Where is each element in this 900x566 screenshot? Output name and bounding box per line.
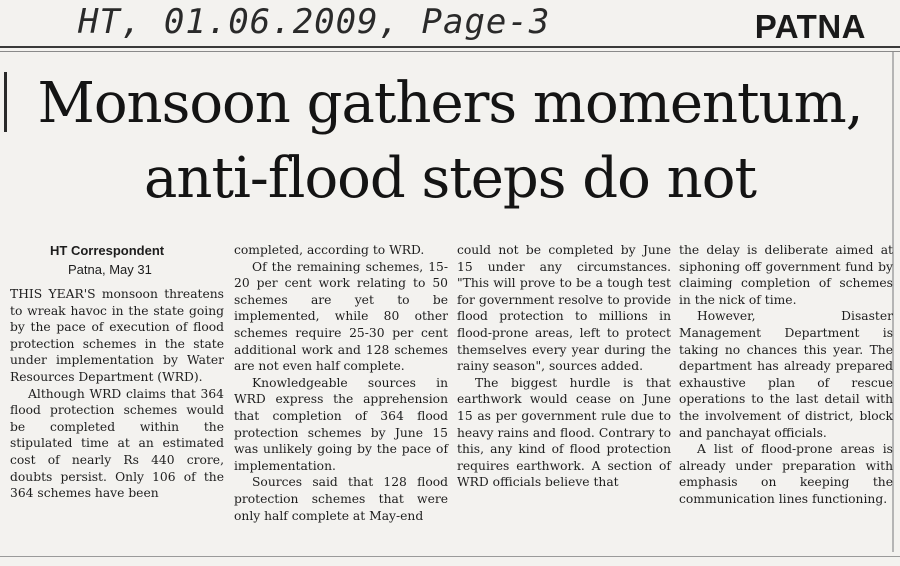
headline-line-2: anti-flood steps do not: [144, 146, 756, 211]
paragraph: Knowledgeable sources in WRD express the apprehension that completion of 364 flood protection schemes by June 15 was unlikely going by the pace of implementation.: [234, 375, 448, 473]
handwritten-caption: HT, 01.06.2009, Page-3: [78, 2, 551, 42]
edition-label: PATNA: [754, 8, 866, 45]
paragraph: completed, according to WRD.: [234, 243, 425, 257]
article-column-3: [457, 242, 671, 491]
headline-line-1: Monsoon gathers momentum,: [37, 71, 863, 136]
article-column-2: [234, 242, 448, 524]
paragraph: The biggest hurdle is that earthwork would cease on June 15 as per government rule due to heavy rains and flood. Contrary to this, any kind of flood protection requires earthwork. A section of WRD officials believe that: [457, 375, 671, 490]
paragraph: However, Disaster Management Department is taking no chances this year. The department has already prepared exhaustive plan of rescue operations to the last detail with the involvement of district, block and panchayat officials.: [679, 309, 893, 440]
paragraph: Of the remaining schemes, 15-20 per cent work relating to 50 schemes are yet to be implemented, while 80 other schemes require 25-30 per cent additional work and 128 schemes are not even half complete.: [234, 259, 448, 374]
article-column-1: [10, 242, 224, 502]
article-column-4: [679, 242, 893, 508]
byline-author: HT Correspondent: [50, 243, 165, 258]
paragraph: the delay is deliberate aimed at siphoning off government fund by claiming completion of schemes in the nick of time.: [679, 243, 893, 307]
paragraph: A list of flood-prone areas is already under preparation with emphasis on keeping the communication lines functioning.: [679, 442, 893, 506]
paragraph: could not be completed by June 15 under any circumstances. "This will prove to be a tough test for government resolve to provide flood protection to millions in flood-prone areas, left to protect themselves every year during the rainy season", sources added.: [457, 243, 671, 374]
bottom-rule: [0, 556, 900, 557]
byline-dateline: Patna, May 31: [68, 262, 152, 277]
top-rule: [0, 46, 900, 48]
paragraph: THIS YEAR'S monsoon threatens to wreak havoc in the state going by the pace of execution of flood protection schemes in the state under implementation by Water Resources Department (WRD).: [10, 287, 224, 384]
paragraph: Although WRD claims that 364 flood protection schemes would be completed within the stipulated time at an estimated cost of nearly Rs 440 crore, doubts persist. Only 106 of the 364 schemes have been: [10, 386, 224, 501]
paragraph: Sources said that 128 flood protection schemes that were only half complete at May-end: [234, 475, 448, 523]
top-rule-thin: [0, 51, 900, 52]
